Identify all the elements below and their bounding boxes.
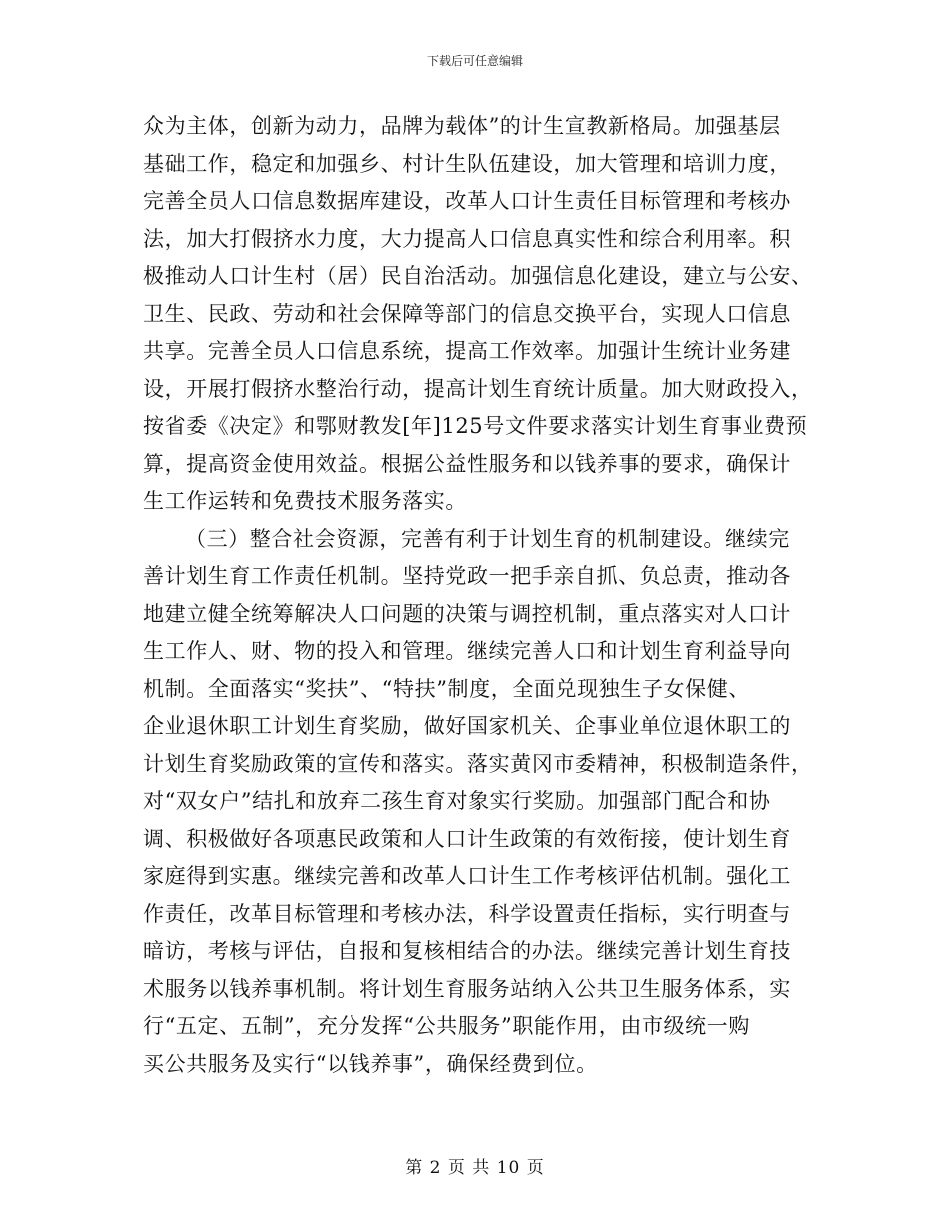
text-line: 生工作运转和免费技术服务落实。 [143,489,467,513]
text-line: 作责任，改革目标管理和考核办法，科学设置责任指标，实行明查与 [143,901,791,926]
text-line: 计划生育奖励政策的宣传和落实。落实黄冈市委精神，积极制造条件， [143,751,813,776]
text-line: 地建立健全统筹解决人口问题的决策与调控机制，重点落实对人口计 [143,601,791,626]
text-line: 极推动人口计生村（居）民自治活动。加强信息化建设，建立与公安、 [143,264,813,288]
text-line: 企业退休职工计划生育奖励，做好国家机关、企事业单位退休职工的 [143,714,791,738]
text-line: 完善全员人口信息数据库建设，改革人口计生责任目标管理和考核办 [143,189,791,213]
text-line: 卫生、民政、劳动和社会保障等部门的信息交换平台，实现人口信息 [143,301,791,326]
page-header: 下载后可任意编辑 [426,54,523,68]
text-line: 生工作人、财、物的投入和管理。继续完善人口和计划生育利益导向 [143,639,791,663]
text-line: 买公共服务及实行“以钱养事”，确保经费到位。 [143,1051,598,1076]
text-line: 众为主体，创新为动力，品牌为载体”的计生宣教新格局。加强基层 [143,114,781,138]
text-line: 行“五定、五制”，充分发挥“公共服务”职能作用，由市级统一购 [143,1014,750,1038]
text-line: 术服务以钱养事机制。将计划生育服务站纳入公共卫生服务体系，实 [143,976,791,1001]
text-line: 机制。全面落实“奖扶”、“特扶”制度，全面兑现独生子女保健、 [143,676,750,701]
text-line: 对“双女户”结扎和放弃二孩生育对象实行奖励。加强部门配合和协 [143,789,771,813]
page-number-footer: 第 2 页 共 10 页 [405,1158,545,1178]
paragraph-start-line: （三）整合社会资源，完善有利于计划生育的机制建设。继续完 [185,526,790,551]
document-body [143,108,813,1083]
text-line: 法，加大打假挤水力度，大力提高人口信息真实性和综合利用率。积 [143,226,791,251]
text-line: 按省委《决定》和鄂财教发[年]125号文件要求落实计划生育事业费预 [143,414,808,438]
text-line: 家庭得到实惠。继续完善和改革人口计生工作考核评估机制。强化工 [143,864,791,888]
text-line: 暗访，考核与评估，自报和复核相结合的办法。继续完善计划生育技 [143,939,791,963]
text-line: 调、积极做好各项惠民政策和人口计生政策的有效衔接，使计划生育 [143,826,791,851]
text-line: 设，开展打假挤水整治行动，提高计划生育统计质量。加大财政投入， [143,376,813,401]
text-line: 算，提高资金使用效益。根据公益性服务和以钱养事的要求，确保计 [143,451,791,476]
text-line: 善计划生育工作责任机制。坚持党政一把手亲自抓、负总责，推动各 [143,564,791,588]
text-line: 基础工作，稳定和加强乡、村计生队伍建设，加大管理和培训力度， [143,151,791,176]
text-line: 共享。完善全员人口信息系统，提高工作效率。加强计生统计业务建 [143,339,791,363]
